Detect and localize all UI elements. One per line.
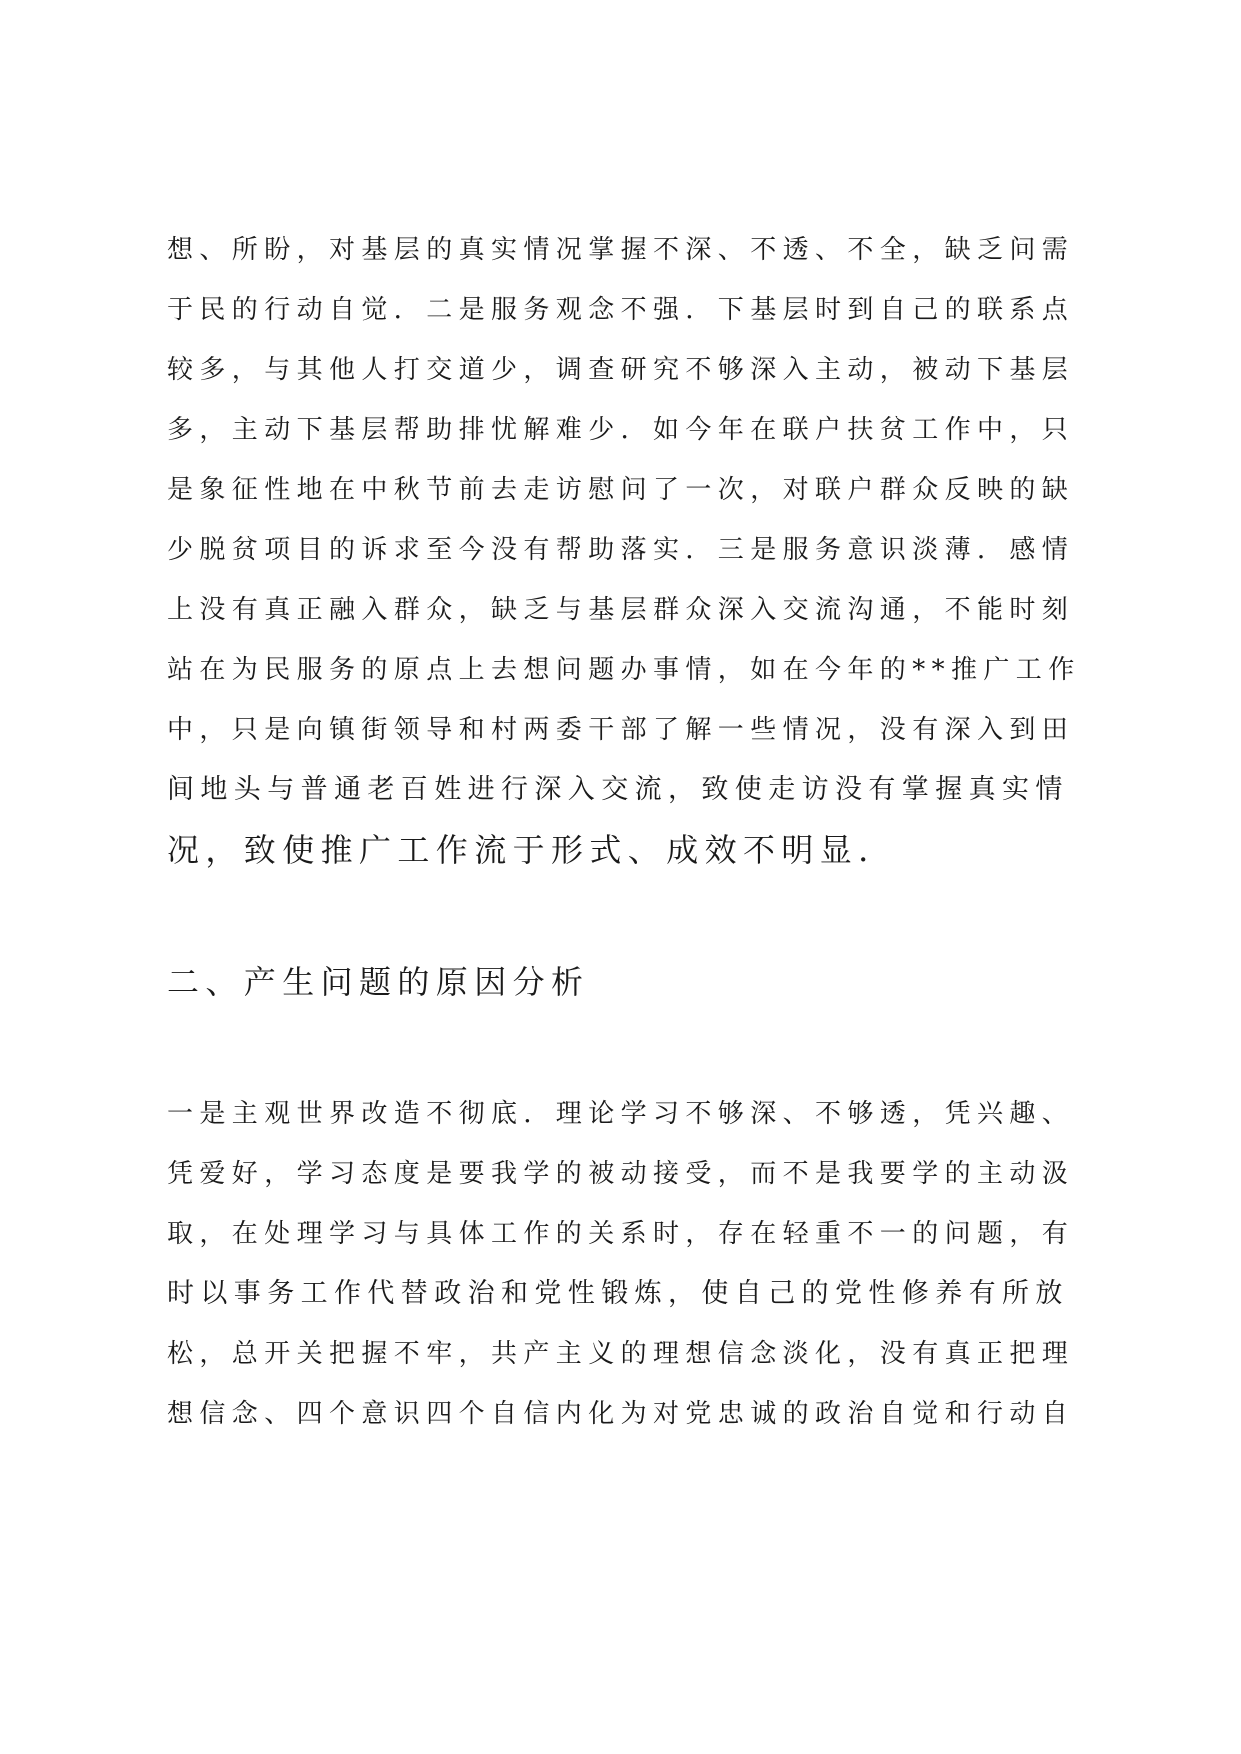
text-line: 凭爱好，学习态度是要我学的被动接受，而不是我要学的主动汲	[167, 1159, 1075, 1189]
text-line: 想、所盼，对基层的真实情况掌握不深、不透、不全，缺乏问需	[167, 235, 1075, 265]
text-line: 少脱贫项目的诉求至今没有帮助落实．三是服务意识淡薄．感情	[167, 535, 1075, 565]
text-line: 一是主观世界改造不彻底．理论学习不够深、不够透，凭兴趣、	[167, 1099, 1075, 1129]
text-line: 时以事务工作代替政治和党性锻炼，使自己的党性修养有所放	[167, 1278, 1069, 1309]
text-line: 多，主动下基层帮助排忧解难少．如今年在联户扶贫工作中，只	[167, 415, 1075, 445]
text-line: 况，致使推广工作流于形式、成效不明显．	[167, 831, 897, 869]
text-line: 想信念、四个意识四个自信内化为对党忠诚的政治自觉和行动自	[167, 1399, 1075, 1429]
text-line: 松，总开关把握不牢，共产主义的理想信念淡化，没有真正把理	[167, 1339, 1075, 1369]
text-line: 中，只是向镇街领导和村两委干部了解一些情况，没有深入到田	[167, 715, 1075, 745]
text-line: 于民的行动自觉．二是服务观念不强．下基层时到自己的联系点	[167, 295, 1075, 325]
section-heading: 二、产生问题的原因分析	[167, 963, 590, 1001]
text-line: 取，在处理学习与具体工作的关系时，存在轻重不一的问题，有	[167, 1219, 1075, 1249]
text-line: 是象征性地在中秋节前去走访慰问了一次，对联户群众反映的缺	[167, 475, 1075, 505]
text-line: 较多，与其他人打交道少，调查研究不够深入主动，被动下基层	[167, 355, 1075, 385]
text-line: 站在为民服务的原点上去想问题办事情，如在今年的**推广工作	[167, 655, 1081, 685]
text-line: 上没有真正融入群众，缺乏与基层群众深入交流沟通，不能时刻	[167, 595, 1075, 625]
text-line: 间地头与普通老百姓进行深入交流，致使走访没有掌握真实情	[167, 774, 1069, 805]
